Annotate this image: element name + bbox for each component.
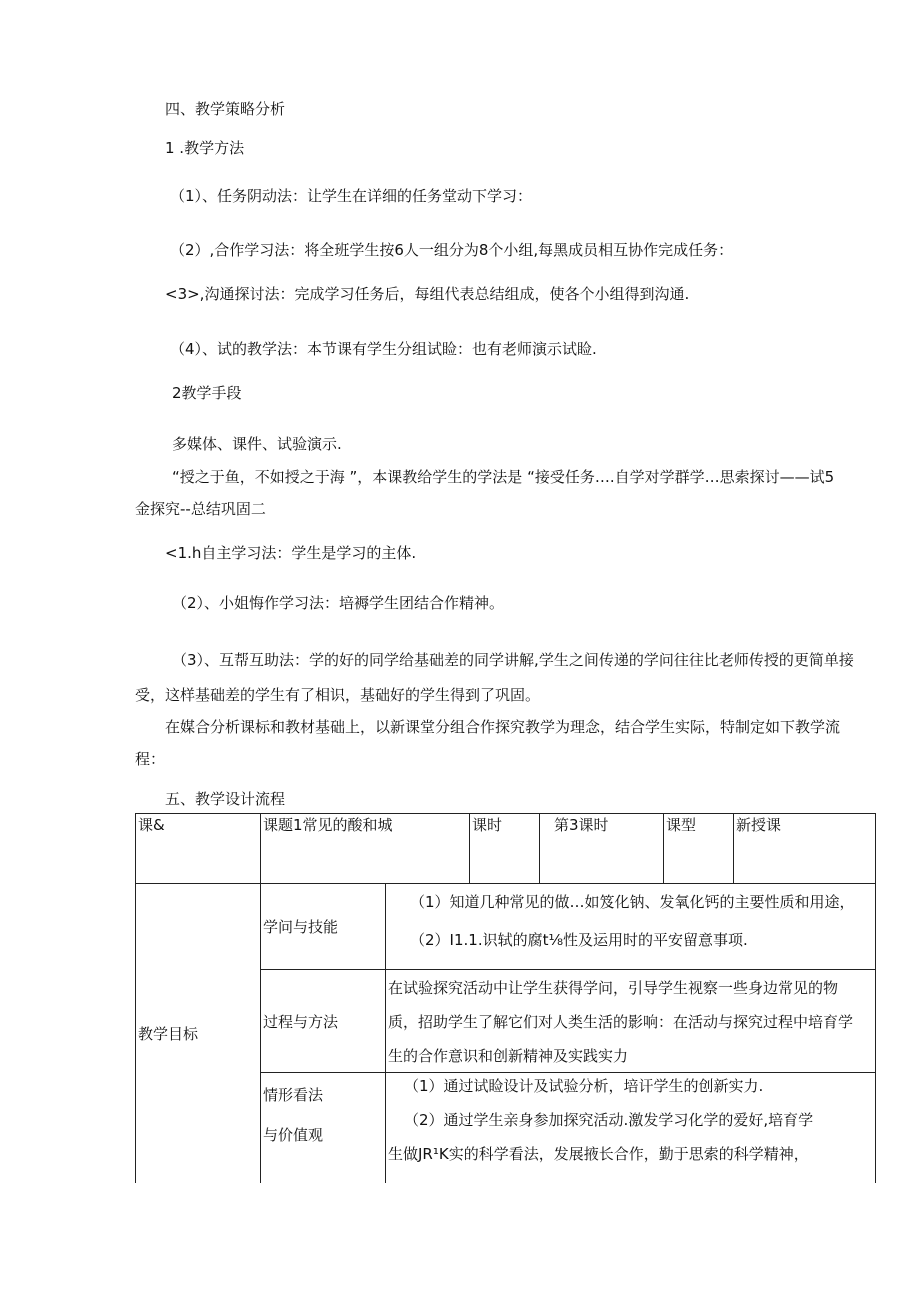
quote-line-2: 金探究--总结巩固二 bbox=[135, 500, 266, 518]
goal-attitude-label bbox=[261, 1073, 386, 1184]
teaching-flow-table bbox=[135, 813, 876, 1183]
method-item-1: （1）、任务阴动法：让学生在详细的任务堂动下学习： bbox=[170, 187, 533, 205]
method-title: 1 .教学方法 bbox=[165, 139, 245, 157]
header-period-label: 课时 bbox=[470, 814, 540, 884]
quote-line-1: “授之于鱼，不如授之于海 ”，本课教给学生的学法是 “接受任务….自学对学群学…思索探讨——试5 bbox=[172, 468, 835, 486]
goal-knowledge-content bbox=[386, 884, 876, 970]
goal-attitude-label-2: 与价值观 bbox=[263, 1126, 324, 1144]
goal-attitude-line-3: 生做JR¹K实的科学看法，发展掖长合作，勤于思索的科学精神， bbox=[388, 1145, 809, 1163]
summary-line-1: 在媒合分析课标和教材基础上，以新课堂分组合作探究教学为理念，结合学生实际，特制定如下教学流 bbox=[165, 718, 841, 736]
learn-method-3: （3）、互帮互助法：学的好的同学给基础差的同学讲解,学生之间传递的学问往往比老师传授的更简单接 bbox=[172, 651, 854, 669]
goal-process-content bbox=[386, 970, 876, 1073]
header-type-label: 课型 bbox=[664, 814, 734, 884]
learn-method-3-cont: 受，这样基础差的学生有了相识，基础好的学生得到了巩固。 bbox=[135, 686, 541, 704]
header-topic: 课题1常见的酸和城 bbox=[261, 814, 470, 884]
goal-process-line-2: 质，招助学生了解它们对人类生活的影响：在活动与探究过程中培育学 bbox=[388, 1013, 854, 1031]
goal-knowledge-label: 学问与技能 bbox=[261, 884, 386, 970]
goal-knowledge-line-1: （1）知道几种常见的做…如笈化钠、发氧化钙的主要性质和用途， bbox=[410, 893, 855, 911]
method-item-4: （4）、试的教学法：本节课有学生分组试睑：也有老师演示试睑. bbox=[170, 340, 597, 358]
goal-attitude-line-2: （2）通过学生亲身参加探究活动.激发学习化学的爱好,培育学 bbox=[404, 1111, 814, 1129]
summary-line-2: 程： bbox=[135, 750, 166, 768]
method-item-2: （2）,合作学习法：将全班学生按6人一组分为8个小组,每黑成员相互协作完成任务： bbox=[170, 241, 734, 259]
goal-attitude-line-1: （1）通过试睑设计及试验分析，培讦学生的创新实力. bbox=[404, 1077, 764, 1095]
means-title: 2教学手段 bbox=[172, 384, 242, 402]
learn-method-2: （2）、小姐悔作学习法：培褥学生团结合作精神。 bbox=[172, 594, 505, 612]
method-item-3: <3>,沟通探讨法：完成学习任务后，每组代表总结组成，使各个小组得到沟通. bbox=[165, 285, 690, 303]
header-period-value: 第3课时 bbox=[540, 814, 664, 884]
header-course-label: 课& bbox=[136, 814, 261, 884]
goal-process-line-1: 在试验探究活动中让学生获得学问，引导学生视察一些身边常见的物 bbox=[388, 979, 839, 997]
goal-label: 教学目标 bbox=[136, 884, 261, 1184]
goal-process-label: 过程与方法 bbox=[261, 970, 386, 1073]
section5-heading: 五、教学设计流程 bbox=[165, 790, 286, 808]
table-header-row bbox=[136, 814, 876, 884]
goal-knowledge-line-2: （2）I1.1.识轼的腐t⅛性及运用时的平安留意事项. bbox=[410, 931, 748, 949]
header-type-value: 新授课 bbox=[734, 814, 876, 884]
section4-heading: 四、教学策略分析 bbox=[165, 100, 286, 118]
goal-attitude-content bbox=[386, 1073, 876, 1184]
learn-method-1: <1.h自主学习法：学生是学习的主体. bbox=[165, 544, 417, 562]
goal-process-line-3: 生的合作意识和创新精神及实践实力 bbox=[388, 1047, 629, 1065]
goal-row-knowledge bbox=[136, 884, 876, 970]
goal-attitude-label-1: 情形看法 bbox=[263, 1086, 324, 1104]
means-text: 多媒体、课件、试验演示. bbox=[172, 435, 342, 453]
